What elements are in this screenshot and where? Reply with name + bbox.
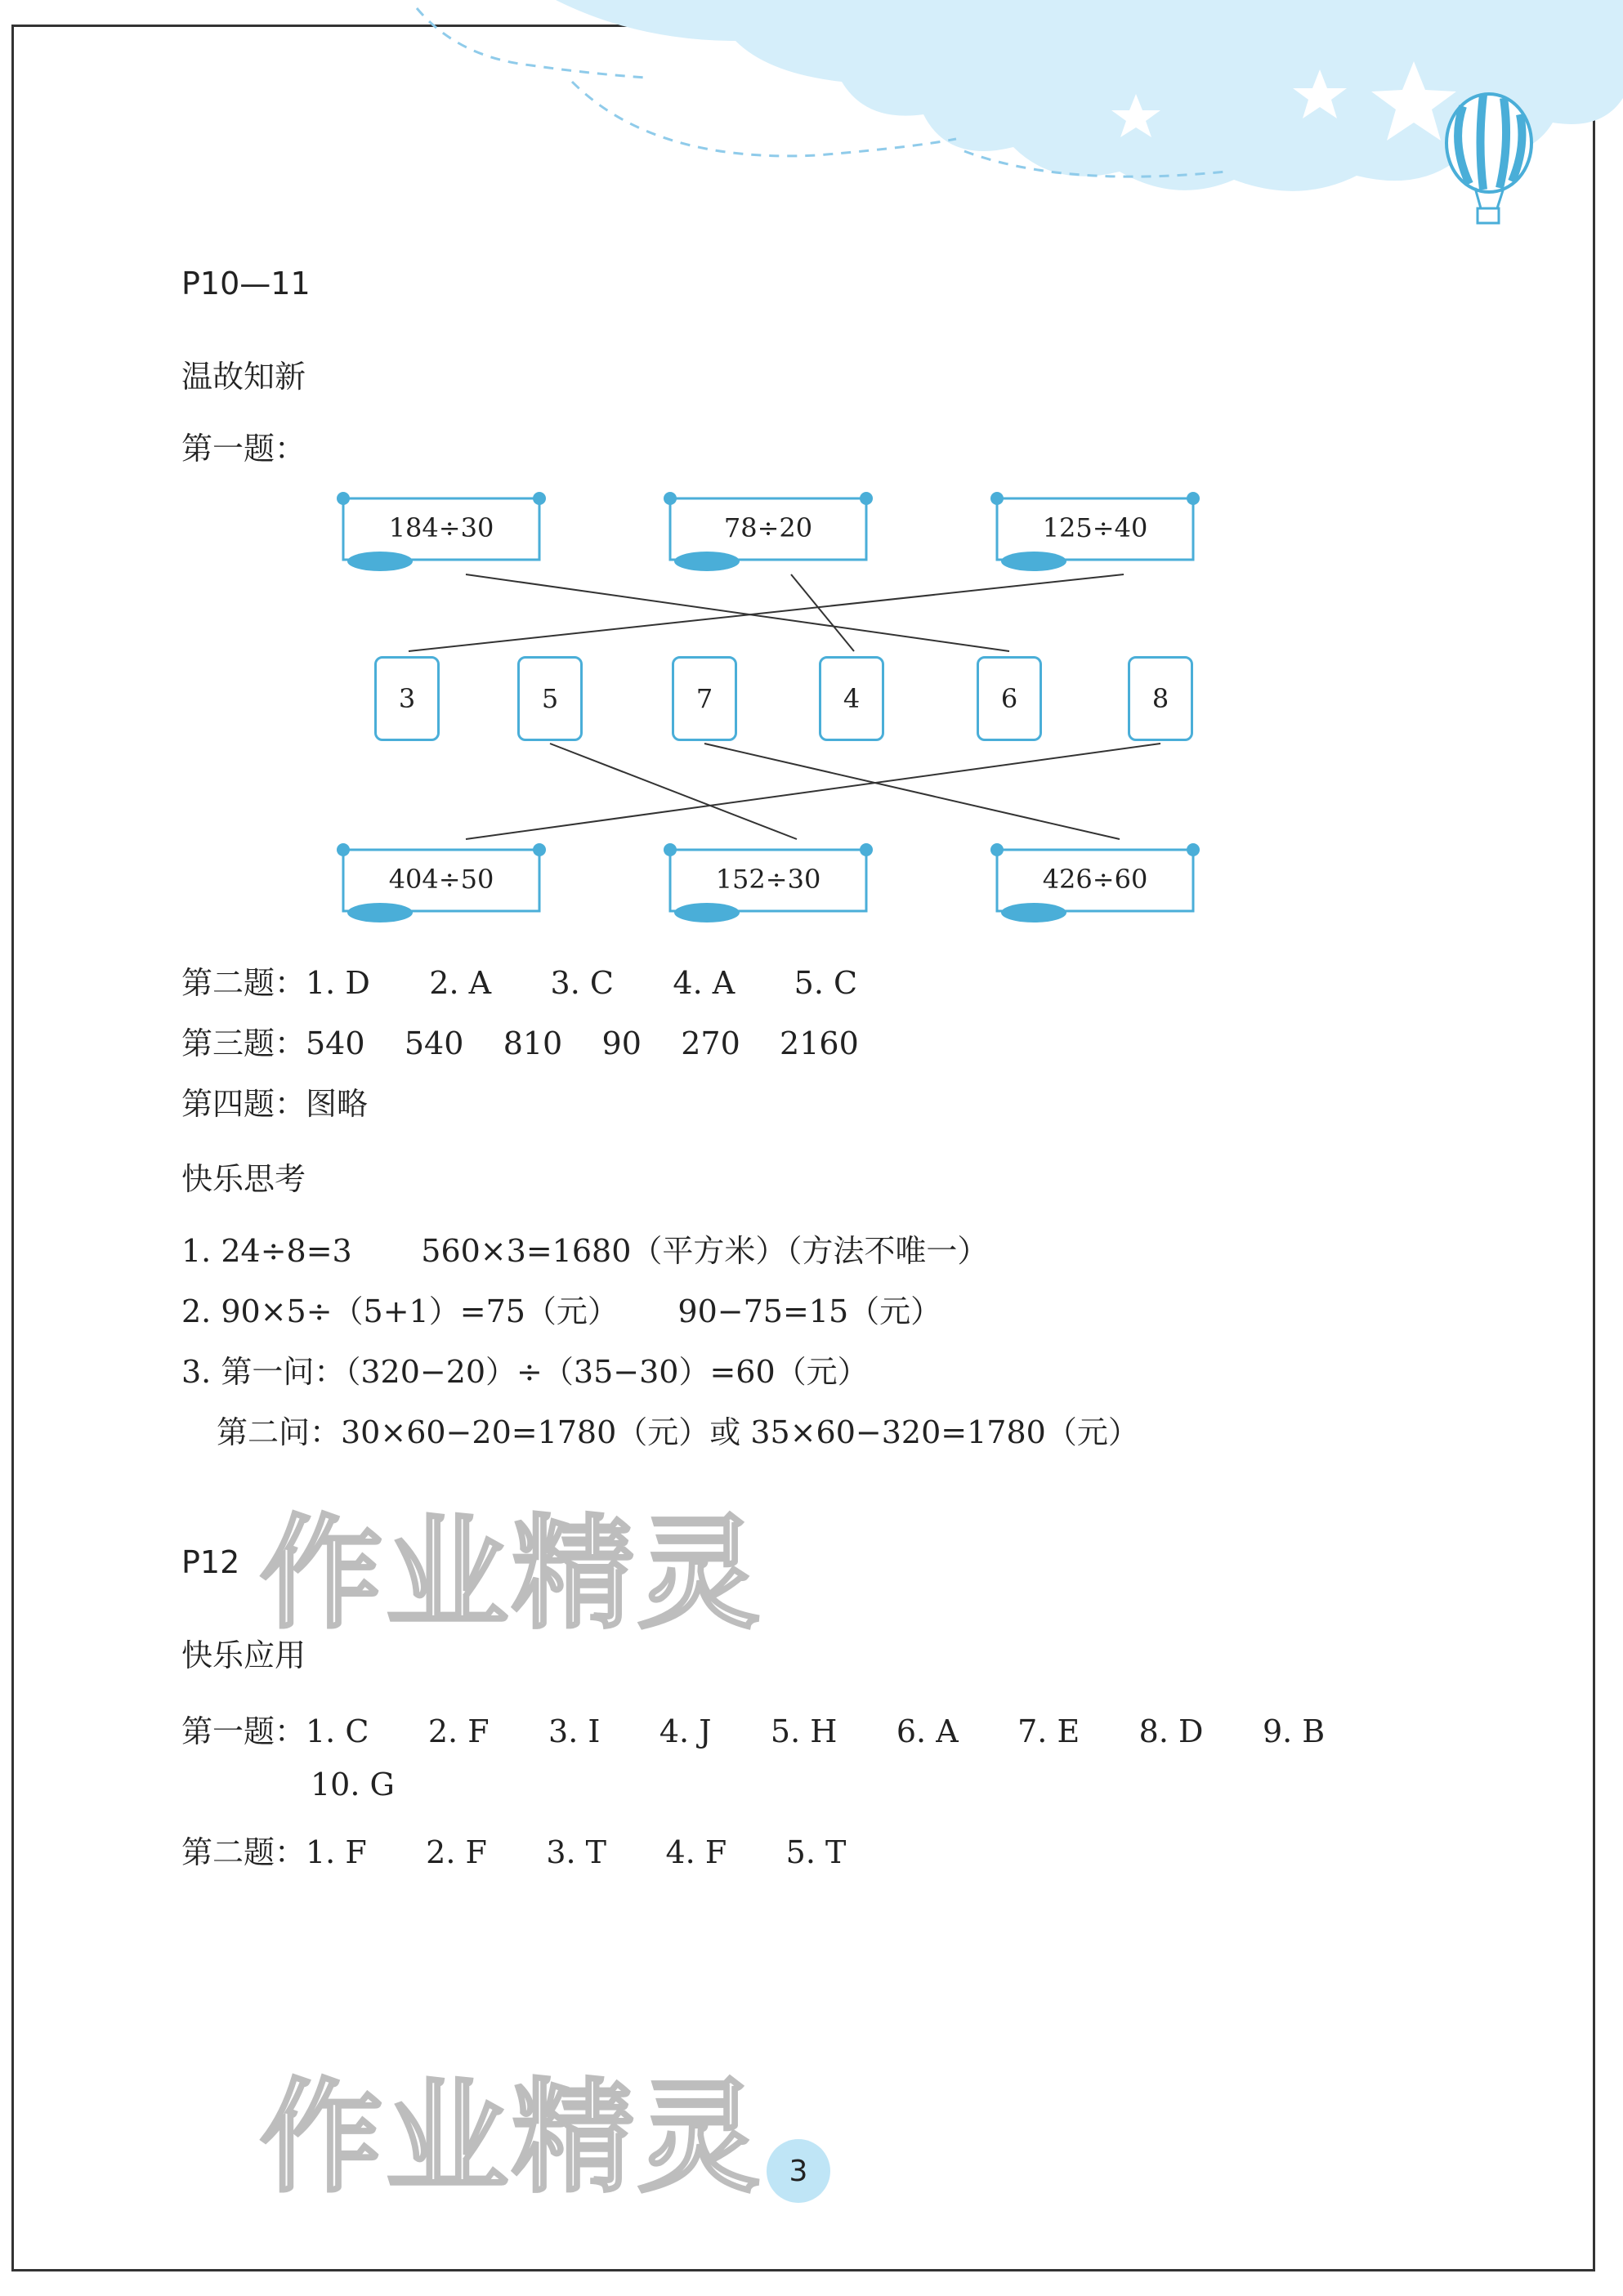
application-question-2: 第二题：1. F 2. F 3. T 4. F 5. T	[181, 1834, 847, 1870]
thinking-answer-3b: 第二问：30×60−20=1780（元）或 35×60−320=1780（元）	[217, 1414, 1139, 1450]
top-expression: 78÷20	[723, 512, 813, 543]
bottom-expression: 426÷60	[1042, 864, 1148, 895]
page-number: 3	[767, 2139, 830, 2203]
number-box: 7	[672, 656, 737, 741]
match-line	[791, 574, 854, 651]
question-2-answers: 第二题：1. D 2. A 3. C 4. A 5. C	[181, 965, 858, 1001]
header-decoration	[0, 0, 1623, 245]
subsection-title-application: 快乐应用	[181, 1637, 306, 1673]
matching-diagram	[319, 478, 1259, 936]
subsection-title-review: 温故知新	[181, 359, 306, 395]
number-box: 4	[819, 656, 884, 741]
application-question-1: 第一题：1. C 2. F 3. I 4. J 5. H 6. A 7. E 8. D 9. B	[181, 1713, 1326, 1749]
match-line	[550, 744, 797, 839]
question-4-answers: 第四题：图略	[181, 1086, 369, 1122]
question-3-answers: 第三题：540 540 810 90 270 2160	[181, 1025, 859, 1061]
bottom-expression: 152÷30	[715, 864, 821, 895]
number-box: 8	[1128, 656, 1193, 741]
balloon-icon	[1446, 94, 1531, 223]
thinking-answer-2: 2. 90×5÷（5+1）=75（元） 90−75=15（元）	[181, 1293, 942, 1329]
number-box: 3	[374, 656, 440, 741]
match-line	[466, 574, 1009, 651]
top-expression: 125÷40	[1042, 512, 1148, 543]
match-line	[409, 574, 1124, 651]
bottom-expression: 404÷50	[388, 864, 494, 895]
subsection-title-thinking: 快乐思考	[181, 1161, 306, 1197]
section-title-p10-11: P10—11	[181, 266, 311, 302]
watermark: 作业精灵	[260, 2067, 764, 2209]
number-box: 5	[517, 656, 583, 741]
thinking-answer-3: 3. 第一问：（320−20）÷（35−30）=60（元）	[181, 1354, 869, 1390]
thinking-answer-1: 1. 24÷8=3 560×3=1680（平方米）（方法不唯一）	[181, 1233, 989, 1269]
application-question-1-cont: 10. G	[311, 1767, 395, 1802]
section-title-p12: P12	[181, 1544, 240, 1580]
question-1-label: 第一题：	[181, 431, 306, 467]
watermark: 作业精灵	[260, 1503, 764, 1646]
number-box: 6	[977, 656, 1042, 741]
top-expression: 184÷30	[388, 512, 494, 543]
